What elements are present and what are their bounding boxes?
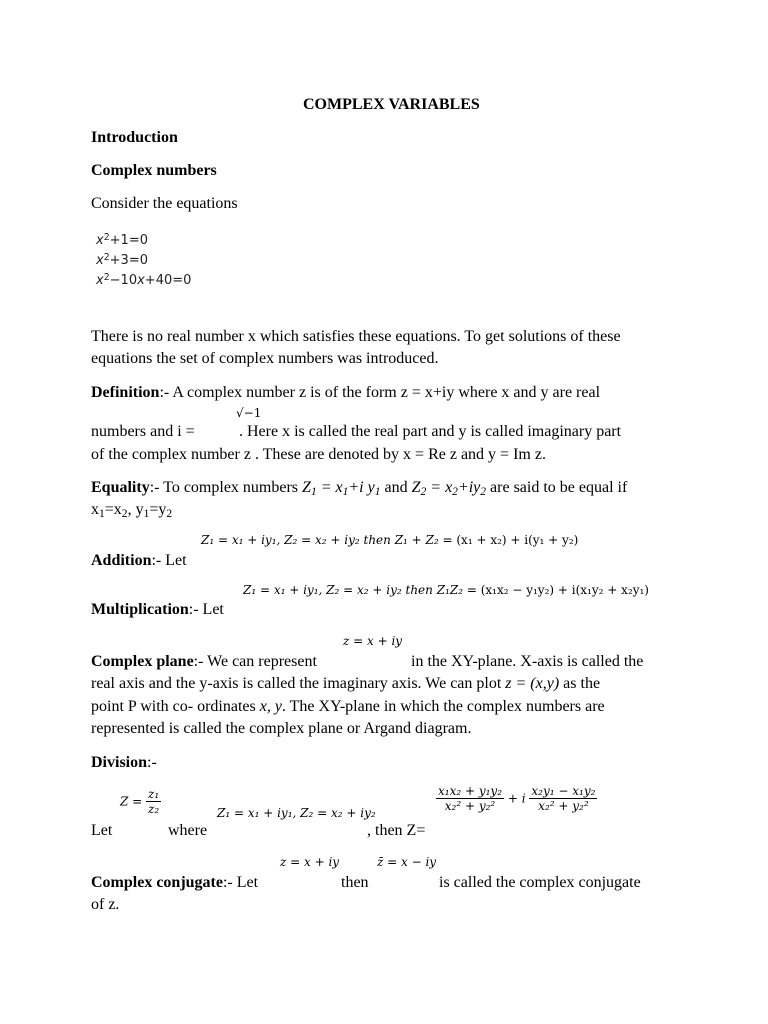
conjugate-line-1b: is called the complex conjugate xyxy=(439,874,641,891)
complex-plane-line-1a: Complex plane:- We can represent xyxy=(91,653,317,670)
equation-2: $x^2+3=0$ xyxy=(96,252,148,269)
division-z-def: Z = $\frac{\text{z₁}}{\text{z₂}}$ xyxy=(120,787,160,817)
sqrt-minus-one: √−1 xyxy=(236,406,262,420)
complex-plane-line-1b: in the XY-plane. X-axis is called the xyxy=(411,653,644,670)
conjugate-line-2: of z. xyxy=(91,896,120,913)
addition-formula: Z₁ = x₁ + iy₁, Z₂ = x₂ + iy₂ then Z₁ + Z₂ = (x₁ + x₂) + i(y₁ + y₂) xyxy=(201,533,579,547)
heading-complex-numbers: Complex numbers xyxy=(91,162,217,179)
addition-line: Addition:- Let xyxy=(91,552,187,569)
division-where-formula: Z₁ = x₁ + iy₁, Z₂ = x₂ + iy₂ xyxy=(217,806,376,820)
consider-text: Consider the equations xyxy=(91,195,238,212)
division-result: $\frac{\text{x₁x₂ + y₁y₂}}{\text{x₂² + y₂²}}$ + i $\frac{\text{x₂y₁ − x₁y₂}}{\text{x₂² + y₂²}}$ xyxy=(438,784,596,814)
equality-line-1: Equality:- To complex numbers $Z_1 = x_1+i$ $y_1$ and $Z_2 = x_2+iy_2$ are said to be equal if xyxy=(91,479,628,498)
conjugate-z-formula: z = x + iy xyxy=(280,855,340,869)
equation-1: $x^2+1=0$ xyxy=(96,232,148,249)
division-heading: Division:- xyxy=(91,754,157,771)
paragraph-line-1: There is no real number x which satisfies these equations. To get solutions of these xyxy=(91,328,621,345)
division-let: Let xyxy=(91,822,113,839)
definition-line-2a: numbers and i = xyxy=(91,423,195,440)
equality-condition: $x_1=x_2$, $y_1=y_2$ xyxy=(91,501,173,520)
division-where: where xyxy=(168,822,208,839)
division-then: , then Z= xyxy=(367,822,426,839)
conjugate-then: then xyxy=(341,874,369,891)
complex-plane-line-2: real axis and the y-axis is called the imaginary axis. We can plot z = (x,y) as the xyxy=(91,675,601,692)
multiplication-formula: Z₁ = x₁ + iy₁, Z₂ = x₂ + iy₂ then Z₁Z₂ = (x₁x₂ − y₁y₂) + i(x₁y₂ + x₂y₁) xyxy=(243,583,649,597)
conjugate-line-1a: Complex conjugate:- Let xyxy=(91,874,259,891)
complex-plane-line-3: point P with co- ordinates x, y. The XY-plane in which the complex numbers are xyxy=(91,698,605,715)
definition-line-1: Definition:- A complex number z is of the form z = x+iy where x and y are real xyxy=(91,384,601,401)
equation-3: $x^2-10x+40=0$ xyxy=(96,272,192,289)
complex-plane-line-4: represented is called the complex plane or Argand diagram. xyxy=(91,720,472,737)
multiplication-line: Multiplication:- Let xyxy=(91,601,224,618)
heading-introduction: Introduction xyxy=(91,129,178,146)
paragraph-line-2: equations the set of complex numbers was introduced. xyxy=(91,350,439,367)
complex-plane-formula: z = x + iy xyxy=(343,634,403,648)
page-title: COMPLEX VARIABLES xyxy=(303,96,480,113)
definition-line-2b: . Here x is called the real part and y is called imaginary part xyxy=(239,423,622,440)
definition-line-3: of the complex number z . These are denoted by x = Re z and y = Im z. xyxy=(91,446,546,463)
conjugate-zbar-formula: z̄ = x − iy xyxy=(377,855,437,869)
